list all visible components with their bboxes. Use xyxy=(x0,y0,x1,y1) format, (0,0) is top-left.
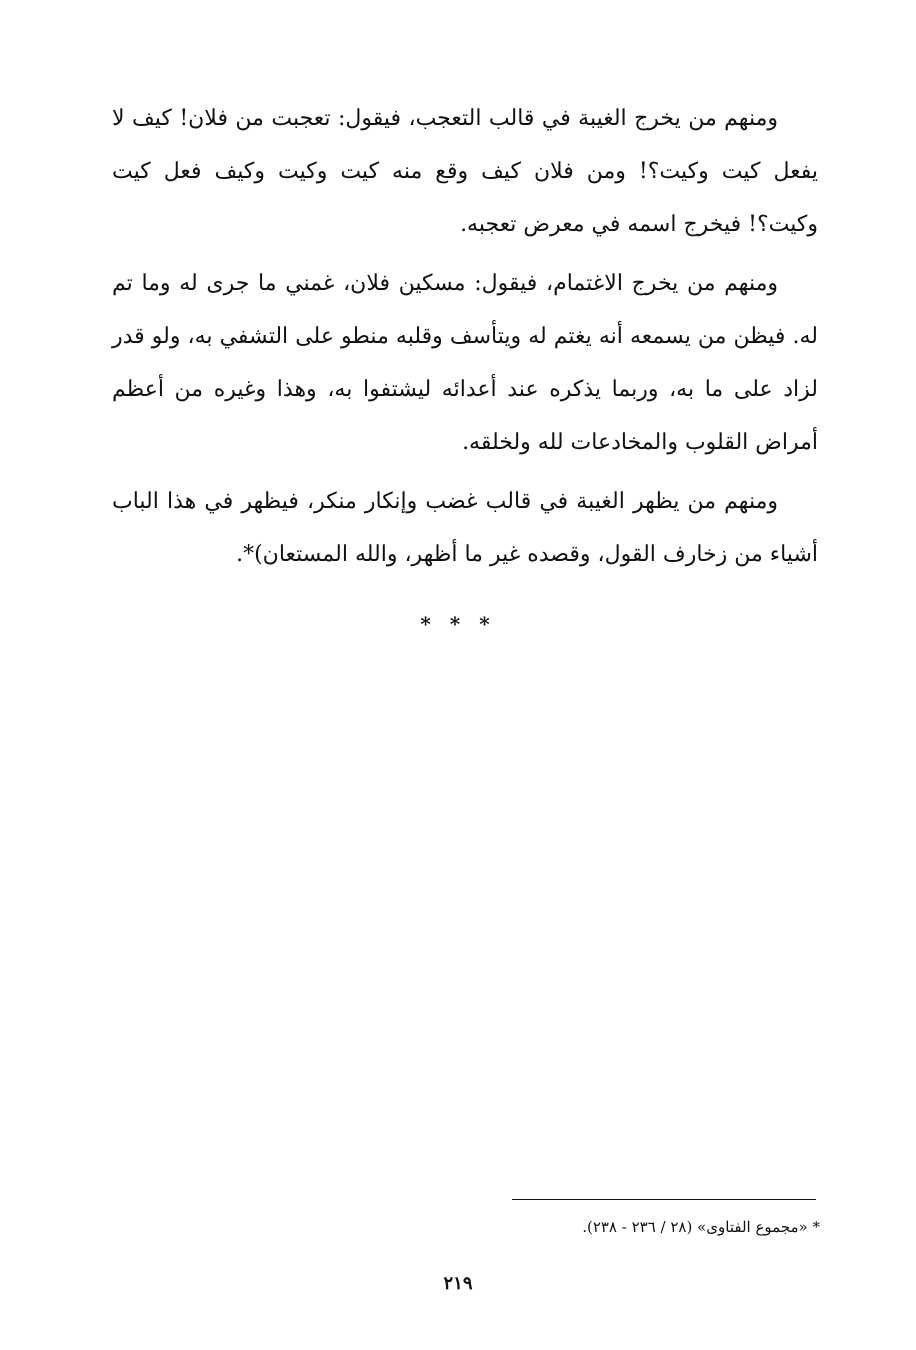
paragraph-3: ومنهم من يظهر الغيبة في قالب غضب وإنكار منكر، فيظهر في هذا الباب أشياء من زخارف القول، وقصده غير ما أظهر، والله المستعان)*. xyxy=(112,489,818,567)
footnote: * «مجموع الفتاوى» (٢٨ / ٢٣٦ - ٢٣٨). xyxy=(582,1218,820,1236)
main-text xyxy=(112,92,818,587)
page-number: ٢١٩ xyxy=(443,1273,473,1294)
section-separator: * * * xyxy=(420,612,496,636)
paragraph-1: ومنهم من يخرج الغيبة في قالب التعجب، فيقول: تعجبت من فلان! كيف لا يفعل كيت وكيت؟! ومن فلان كيف وقع منه كيت وكيت وكيف فعل كيت وكيت؟! فيخرج اسمه في معرض تعجبه. xyxy=(112,106,818,237)
paragraph-2: ومنهم من يخرج الاغتمام، فيقول: مسكين فلان، غمني ما جرى له وما تم له. فيظن من يسمعه أنه يغتم له ويتأسف وقلبه منطو على التشفي به، ولو قدر لزاد على ما به، وربما يذكره عند أعدائه ليشتفوا به، وهذا وغيره من أعظم أمراض القلوب والمخادعات لله ولخلقه. xyxy=(112,271,818,455)
footnote-rule xyxy=(512,1199,816,1200)
